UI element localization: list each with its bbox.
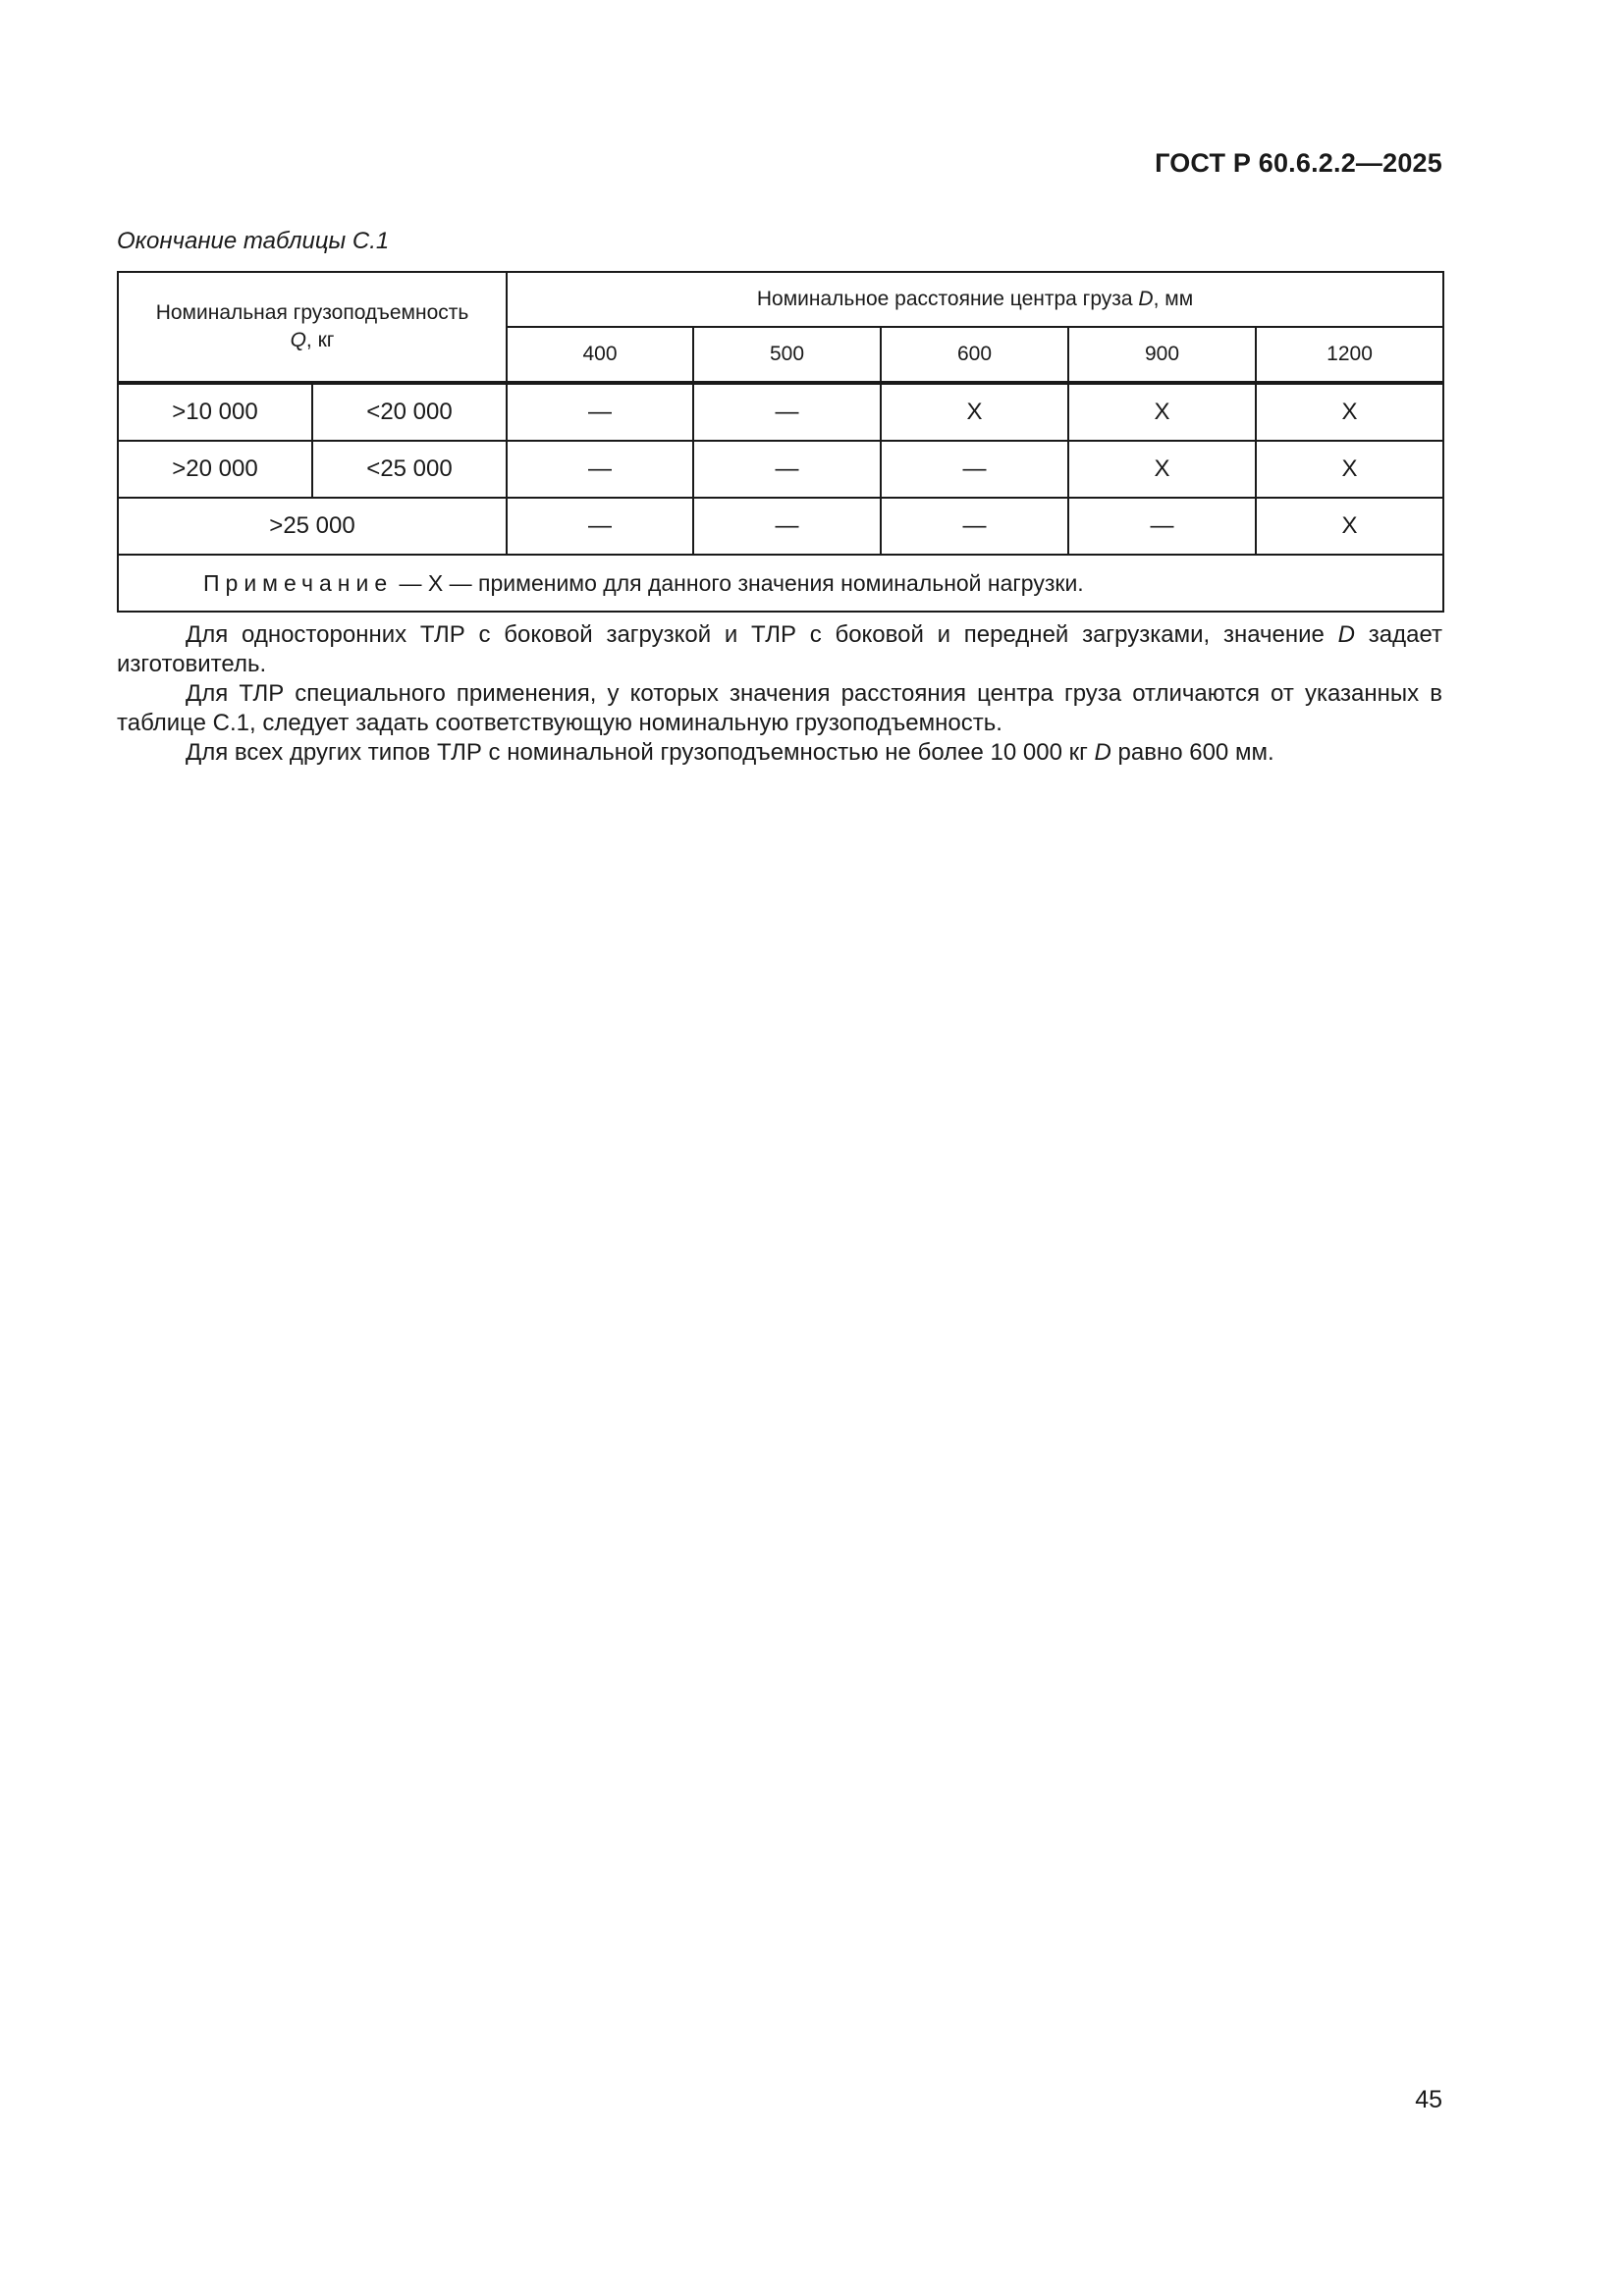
capacity-header bbox=[118, 272, 507, 383]
column-header: 1200 bbox=[1256, 327, 1443, 383]
table-cell: X bbox=[1068, 383, 1256, 441]
paragraph-1-var: D bbox=[1337, 621, 1355, 648]
table-cell: — bbox=[693, 441, 881, 498]
table-row bbox=[118, 441, 1443, 498]
capacity-to: <20 000 bbox=[312, 383, 507, 441]
table-cell: — bbox=[881, 441, 1068, 498]
document-code: ГОСТ Р 60.6.2.2—2025 bbox=[1155, 148, 1442, 178]
paragraph-1-text-b: задает изготовитель. bbox=[117, 621, 1442, 677]
note-text: — X — применимо для данного значения номинальной нагрузки. bbox=[393, 569, 1084, 596]
capacity-to: <25 000 bbox=[312, 441, 507, 498]
paragraph-1 bbox=[117, 620, 1442, 679]
spec-table bbox=[117, 271, 1444, 613]
table-cell: X bbox=[1256, 441, 1443, 498]
table-cell: — bbox=[507, 383, 693, 441]
paragraph-3-var: D bbox=[1094, 739, 1111, 766]
table-cell: X bbox=[1068, 441, 1256, 498]
table-cell: — bbox=[507, 441, 693, 498]
distance-header bbox=[507, 272, 1443, 327]
page-number: 45 bbox=[1415, 2086, 1442, 2113]
table-cell: — bbox=[693, 383, 881, 441]
capacity-header-line1: Номинальная грузоподъемность bbox=[155, 301, 469, 324]
distance-header-var: D bbox=[1138, 288, 1154, 310]
paragraph-3-text-a: Для всех других типов ТЛР с номинальной грузоподъемностью не более 10 000 кг bbox=[186, 739, 1095, 766]
table-note bbox=[118, 555, 1443, 612]
paragraph-3 bbox=[117, 738, 1442, 768]
table-cell: X bbox=[1256, 498, 1443, 555]
table-cell: — bbox=[881, 498, 1068, 555]
capacity-range: >25 000 bbox=[118, 498, 507, 555]
table-cell: X bbox=[881, 383, 1068, 441]
table-header-row bbox=[118, 272, 1443, 327]
capacity-from: >10 000 bbox=[118, 383, 312, 441]
table-row bbox=[118, 498, 1443, 555]
table-cell: X bbox=[1256, 383, 1443, 441]
note-label: Примечание bbox=[203, 569, 394, 596]
table-cell: — bbox=[693, 498, 881, 555]
paragraph-2 bbox=[117, 679, 1442, 738]
paragraph-1-text-a: Для односторонних ТЛР с боковой загрузкой и ТЛР с боковой и передней загрузками, значение bbox=[186, 621, 1338, 648]
column-header: 600 bbox=[881, 327, 1068, 383]
capacity-header-var: Q bbox=[290, 329, 306, 351]
table-row bbox=[118, 383, 1443, 441]
capacity-header-unit: , кг bbox=[305, 329, 335, 351]
spec-table-container bbox=[117, 271, 1442, 613]
table-cell: — bbox=[507, 498, 693, 555]
distance-header-prefix: Номинальное расстояние центра груза bbox=[756, 288, 1139, 310]
column-header: 500 bbox=[693, 327, 881, 383]
capacity-from: >20 000 bbox=[118, 441, 312, 498]
distance-header-suffix: , мм bbox=[1153, 288, 1194, 310]
paragraph-3-text-b: равно 600 мм. bbox=[1110, 739, 1274, 766]
table-note-row bbox=[118, 555, 1443, 612]
table-caption: Окончание таблицы С.1 bbox=[117, 228, 390, 254]
table-cell: — bbox=[1068, 498, 1256, 555]
column-header: 400 bbox=[507, 327, 693, 383]
paragraph-2-text: Для ТЛР специального применения, у которых значения расстояния центра груза отличаются от указанных в таблице С.1, следует задать соответствующую номинальную грузоподъемность. bbox=[117, 680, 1442, 736]
column-header: 900 bbox=[1068, 327, 1256, 383]
